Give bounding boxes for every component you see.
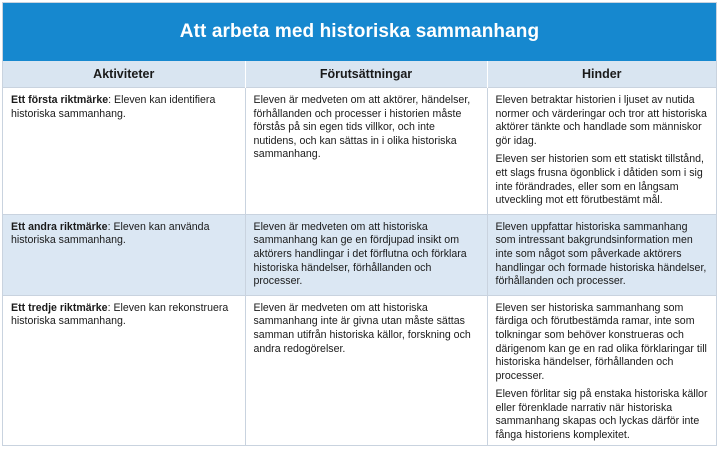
- obstacle-cell: [487, 88, 716, 215]
- prerequisite-cell: [245, 295, 487, 446]
- activity-text: : Eleven kan använda historiska sammanhang.: [11, 220, 210, 247]
- prerequisite-cell: [245, 88, 487, 215]
- prerequisite-cell: [245, 214, 487, 295]
- header-hinder: Hinder: [487, 61, 716, 88]
- obstacle-text: Eleven betraktar historien i ljuset av nutida normer och värderingar och tror att historiska aktörer tänkte och handlade som människor gör idag.: [495, 94, 707, 147]
- table-row: [3, 295, 716, 446]
- activity-cell: [3, 295, 245, 446]
- prerequisite-text: Eleven är medveten om att historiska sammanhang inte är givna utan måste sättas samman utifrån historiska källor, forskning och andra redogörelser.: [253, 301, 471, 355]
- header-row: [3, 61, 716, 88]
- activity-cell: [3, 88, 245, 215]
- header-aktiviteter: Aktiviteter: [3, 61, 245, 88]
- riktmarken-table: [3, 61, 716, 446]
- table-row: [3, 88, 716, 215]
- activity-cell: [3, 214, 245, 295]
- obstacle-text: Eleven förlitar sig på enstaka historiska källor eller förenklade narrativ när historiska sammanhang skapas och lyckas därför inte fånga historiens komplexitet.: [495, 388, 708, 442]
- header-forutsattningar: Förutsättningar: [245, 61, 487, 88]
- document-page: [2, 2, 717, 446]
- obstacle-text: Eleven uppfattar historiska sammanhang som intressant bakgrundsinformation men inte som något som påverkade aktörers handlingar och formade historiska händelser, förhållanden och processer.: [495, 220, 707, 288]
- table-row: [3, 214, 716, 295]
- activity-bold: Ett första riktmärke: [11, 94, 109, 106]
- activity-bold: Ett andra riktmärke: [11, 220, 108, 233]
- activity-bold: Ett tredje riktmärke: [11, 301, 108, 314]
- activity-text: : Eleven kan rekonstruera historiska sammanhang.: [11, 301, 229, 328]
- prerequisite-text: Eleven är medveten om att historiska sammanhang kan ge en fördjupad insikt om aktörers handlingar i det förflutna och förklara historiska händelser, förhållanden och processer.: [253, 220, 467, 288]
- table-title: Att arbeta med historiska sammanhang: [3, 3, 716, 61]
- obstacle-text: Eleven ser historiska sammanhang som färdiga och förutbestämda ramar, inte som tolkningar som behöver konstrueras och därigenom kan ge en rad olika förklaringar till historiska händelser, förhållanden och processer.: [495, 301, 707, 382]
- prerequisite-text: Eleven är medveten om att aktörer, händelser, förhållanden och processer i historien måste förstås på sin egen tids villkor, och inte nutidens, och kan sättas in i olika historiska sammanhang.: [253, 94, 471, 161]
- obstacle-text: Eleven ser historien som ett statiskt tillstånd, ett slags frusna ögonblick i dåtiden som i sig inte förändrades, eller som en långsam utveckling mot ett förutbestämt mål.: [495, 153, 704, 207]
- activity-text: : Eleven kan identifiera historiska sammanhang.: [11, 94, 216, 120]
- obstacle-cell: [487, 295, 716, 446]
- obstacle-cell: [487, 214, 716, 295]
